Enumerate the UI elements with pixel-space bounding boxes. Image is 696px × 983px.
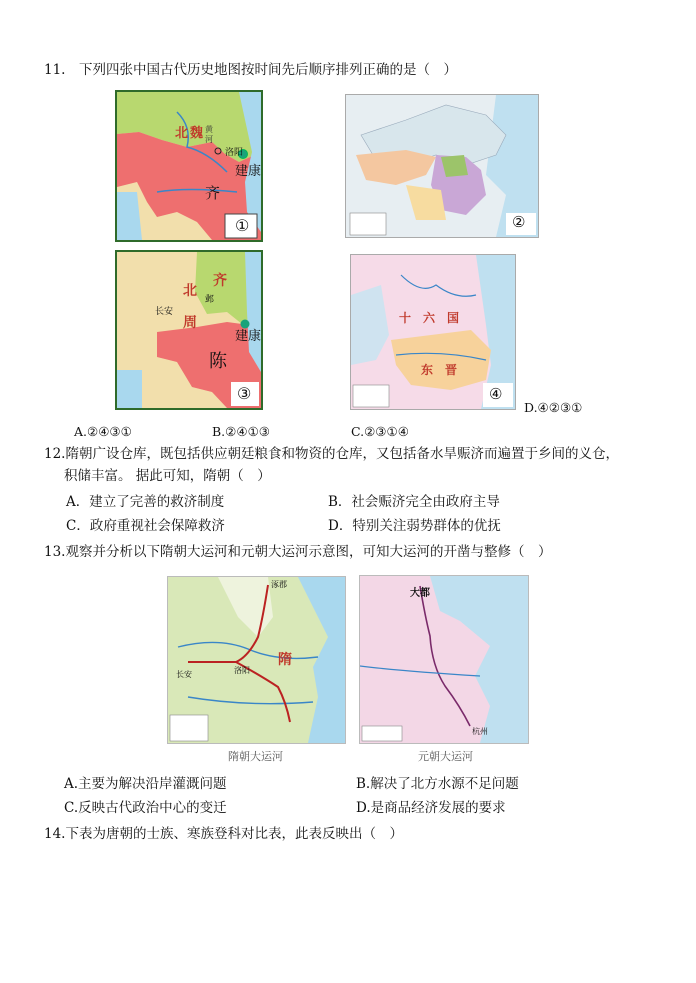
map3-label-changan: 长安 xyxy=(155,307,174,317)
map1-label-luoyang: 洛阳 xyxy=(225,148,244,158)
q13-option-c[interactable]: C.反映古代政治中心的变迁 xyxy=(64,800,227,816)
map3-label-chen: 陈 xyxy=(209,351,227,372)
map-sui-grand-canal xyxy=(167,576,346,744)
map3-label-jiankang: 建康 xyxy=(235,329,262,344)
map1-label-wei: 魏 xyxy=(190,126,204,141)
q11-option-a[interactable]: A.②④③① xyxy=(74,424,132,439)
question-12-line-1: 12.隋朝广设仓库，既包括供应朝廷粮食和物资的仓库，又包括备水旱赈济而遍置于乡间的义仓， xyxy=(44,446,619,462)
question-14-stem: 14.下表为唐朝的士族、寒族登科对比表，此表反映出（ ） xyxy=(44,826,403,842)
sui-map-caption: 隋朝大运河 xyxy=(228,750,283,763)
q12-option-b[interactable]: B．社会赈济完全由政府主导 xyxy=(328,494,500,510)
q11-option-d[interactable]: D.④②③① xyxy=(524,400,583,415)
map1-label-jiankang: 建康 xyxy=(235,164,262,179)
map-2-han-era xyxy=(345,94,539,238)
q13-option-a[interactable]: A.主要为解决沿岸灌溉问题 xyxy=(64,776,227,792)
sui-map-label-zhuojun: 涿郡 xyxy=(271,580,287,589)
yuan-map-label-hangzhou: 杭州 xyxy=(472,727,488,736)
map4-label-sixteen: 十 六 国 xyxy=(399,311,460,325)
map1-river-2: 河 xyxy=(205,135,213,144)
q11-option-b[interactable]: B.②④①③ xyxy=(212,424,270,439)
map3-label-north: 北 xyxy=(183,283,197,299)
yuan-map-label-dadu: 大都 xyxy=(410,588,430,599)
q12-option-c[interactable]: C．政府重视社会保障救济 xyxy=(66,518,225,534)
map-yuan-grand-canal xyxy=(359,575,529,744)
map4-label-dongjin: 东 晋 xyxy=(421,363,458,377)
map3-label-zhou: 周 xyxy=(183,315,197,331)
map1-river-1: 黄 xyxy=(205,125,213,134)
sui-map-label-sui: 隋 xyxy=(278,652,292,668)
question-12-line-2: 积储丰富。 据此可知，隋朝（ ） xyxy=(64,468,271,484)
yuan-map-caption: 元朝大运河 xyxy=(418,750,473,763)
map-1-northern-wei-qi xyxy=(115,90,263,242)
sui-map-label-changan: 长安 xyxy=(176,670,192,679)
q12-option-a[interactable]: A．建立了完善的救济制度 xyxy=(66,494,225,510)
q12-option-d[interactable]: D．特别关注弱势群体的优抚 xyxy=(328,518,501,534)
map1-number: ① xyxy=(235,216,250,235)
map3-label-ye: 邺 xyxy=(205,295,215,305)
q13-option-d[interactable]: D.是商品经济发展的要求 xyxy=(356,800,506,816)
question-13-stem: 13.观察并分析以下隋朝大运河和元朝大运河示意图，可知大运河的开凿与整修（ ） xyxy=(44,544,552,560)
q11-option-c[interactable]: C.②③①④ xyxy=(351,424,409,439)
q13-option-b[interactable]: B.解决了北方水源不足问题 xyxy=(356,776,519,792)
question-11-stem: 11. 下列四张中国古代历史地图按时间先后顺序排列正确的是（ ） xyxy=(44,62,457,78)
map-4-sixteen-kingdoms xyxy=(350,254,516,410)
map1-label-north: 北 xyxy=(175,126,189,141)
sui-map-label-luoyang: 洛阳 xyxy=(234,666,250,675)
map3-label-qi: 齐 xyxy=(213,273,227,289)
map3-number: ③ xyxy=(237,384,252,403)
map1-label-qi: 齐 xyxy=(205,184,221,202)
map4-number: ④ xyxy=(489,385,503,403)
map-3-northern-zhou-chen xyxy=(115,250,263,410)
map2-number: ② xyxy=(512,213,526,231)
